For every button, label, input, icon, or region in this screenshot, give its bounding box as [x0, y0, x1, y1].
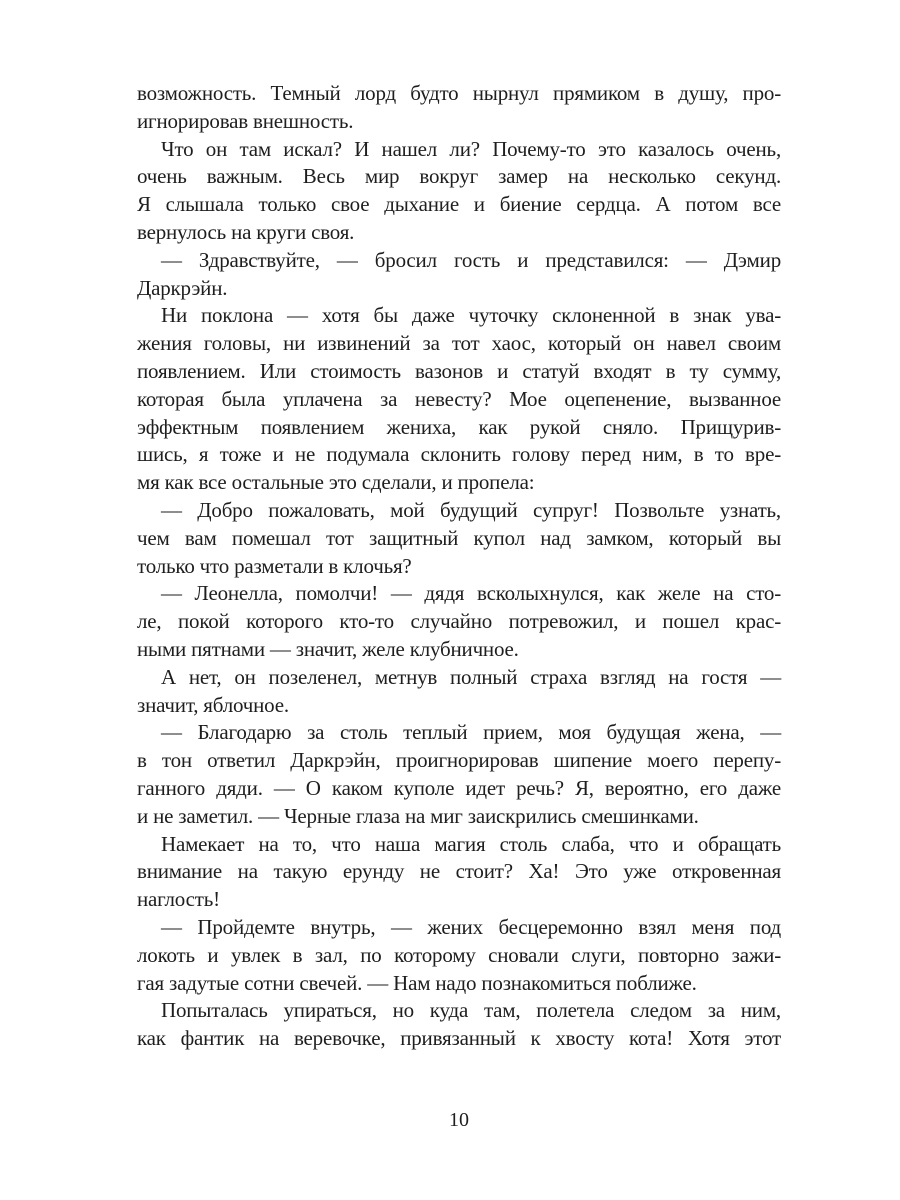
text-line: гая задутые сотни свечей. — Нам надо познакомиться поближе. — [137, 970, 697, 995]
text-line: наглость! — [137, 887, 220, 912]
text-line: — Леонелла, помолчи! — дядя всколыхнулся, как желе на сто- — [161, 581, 781, 606]
text-line: — Здравствуйте, — бросил гость и представился: — Дэмир — [161, 247, 781, 272]
text-line: возможность. Темный лорд будто нырнул прямиком в душу, про- — [137, 81, 781, 105]
text-line: А нет, он позеленел, метнув полный страха взгляд на гостя — — [161, 664, 781, 689]
text-line: внимание на такую ерунду не стоит? Ха! Это уже откровенная — [137, 859, 781, 884]
text-line: и не заметил. — Черные глаза на миг заискрились смешинками. — [137, 803, 699, 828]
text-line: ле, покой которого кто-то случайно потревожил, и пошел крас- — [137, 609, 781, 634]
text-line: мя как все остальные это сделали, и пропела: — [137, 470, 535, 495]
text-line: как фантик на веревочке, привязанный к хвосту кота! Хотя этот — [137, 1026, 781, 1051]
text-line: жения головы, ни извинений за тот хаос, который он навел своим — [137, 331, 781, 356]
text-line: вернулось на круги своя. — [137, 219, 355, 244]
text-line: только что разметали в клочья? — [137, 553, 412, 578]
page-number: 10 — [449, 1109, 469, 1131]
text-line: в тон ответил Даркрэйн, проигнорировав шипение моего перепу- — [137, 748, 781, 773]
text-line: локоть и увлек в зал, по которому сновали слуги, повторно зажи- — [137, 942, 781, 967]
text-line: очень важным. Весь мир вокруг замер на несколько секунд. — [137, 164, 781, 189]
text-line: шись, я тоже и не подумала склонить голову перед ним, в то вре- — [137, 442, 781, 467]
text-line: — Пройдемте внутрь, — жених бесцеремонно взял меня под — [161, 914, 781, 939]
text-line: которая была уплачена за невесту? Мое оцепенение, вызванное — [137, 386, 781, 411]
text-line: ными пятнами — значит, желе клубничное. — [137, 636, 519, 661]
text-line: эффектным появлением жениха, как рукой сняло. Прищурив- — [137, 414, 781, 439]
text-line: — Благодарю за столь теплый прием, моя будущая жена, — — [161, 720, 781, 745]
text-line: Я слышала только свое дыхание и биение сердца. А потом все — [137, 192, 781, 217]
text-line: — Добро пожаловать, мой будущий супруг! Позвольте узнать, — [161, 497, 781, 522]
text-line: Ни поклона — хотя бы даже чуточку склоненной в знак ува- — [161, 303, 781, 328]
text-line: чем вам помешал тот защитный купол над замком, который вы — [137, 525, 781, 550]
text-line: появлением. Или стоимость вазонов и статуй входят в ту сумму, — [137, 358, 781, 383]
text-line: Что он там искал? И нашел ли? Почему-то это казалось очень, — [161, 136, 781, 161]
text-line: Намекает на то, что наша магия столь слаба, что и обращать — [161, 831, 781, 856]
text-line: ганного дяди. — О каком куполе идет речь? Я, вероятно, его даже — [137, 775, 781, 800]
text-block — [137, 80, 781, 1053]
text-line: Даркрэйн. — [137, 275, 228, 300]
text-line: Попыталась упираться, но куда там, полетела следом за ним, — [161, 998, 781, 1023]
text-line: значит, яблочное. — [137, 692, 289, 717]
text-line: игнорировав внешность. — [137, 108, 354, 133]
